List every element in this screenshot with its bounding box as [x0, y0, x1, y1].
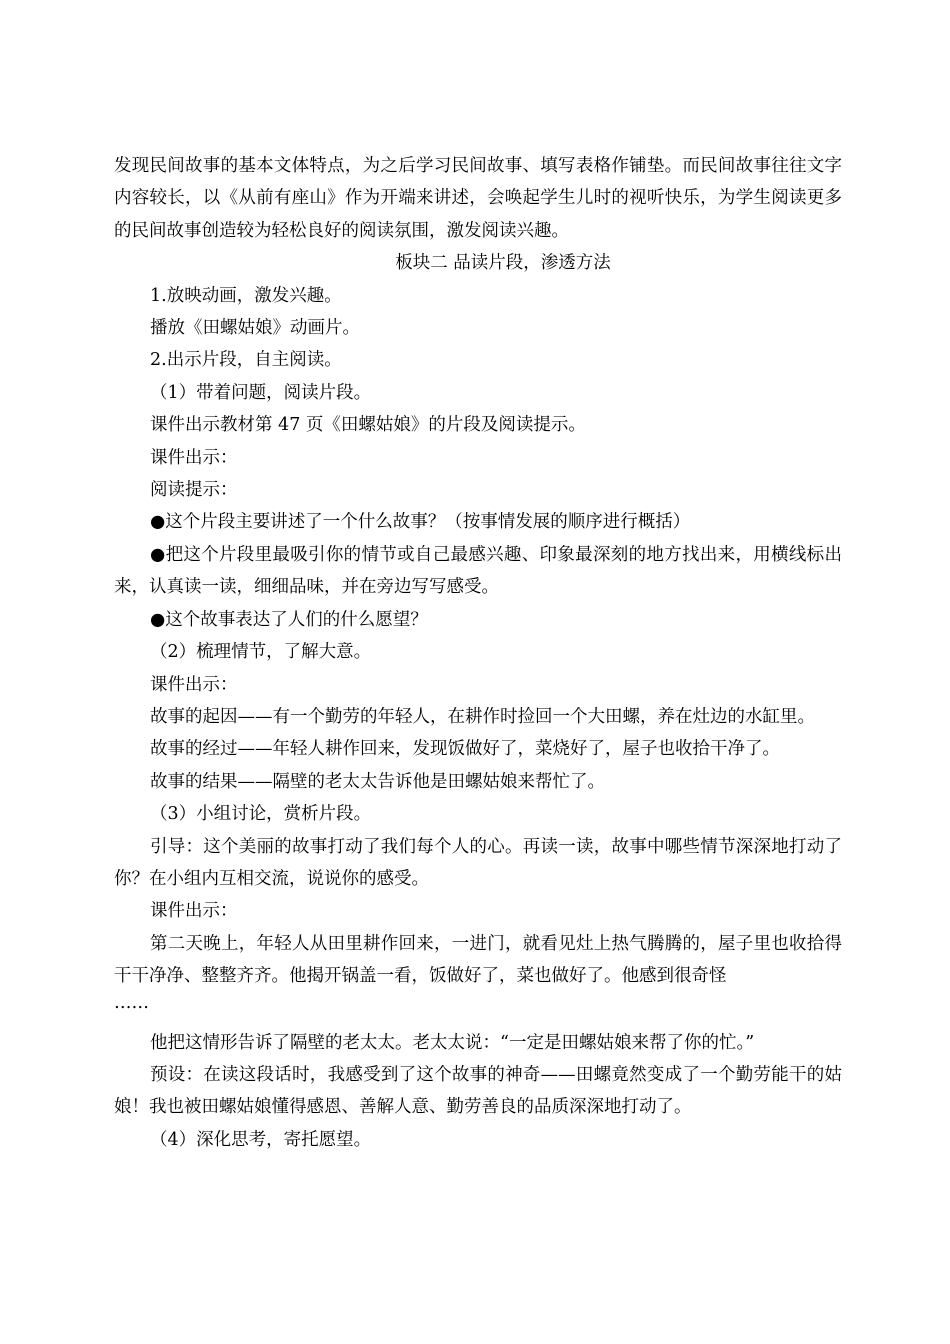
- excerpt-ending: 他把这情形告诉了隔壁的老太太。老太太说：“一定是田螺姑娘来帮了你的忙。”: [150, 1032, 755, 1053]
- excerpt-ellipsis: ……: [114, 992, 149, 1013]
- tip-bullet-1: ●这个片段主要讲述了一个什么故事？（按事情发展的顺序进行概括）: [150, 512, 691, 533]
- courseware-label-3: 课件出示：: [150, 901, 238, 922]
- step-1: 1.放映动画，激发兴趣。: [150, 285, 342, 306]
- guidance-paragraph: 引导：这个美丽的故事打动了我们每个人的心。再读一读，故事中哪些情节深深地打动了你？在小组内互相交流，说说你的感受。: [114, 836, 842, 889]
- substep-1: （1）带着问题，阅读片段。: [150, 382, 372, 403]
- section-heading: 板块二 品读片段，渗透方法: [395, 253, 611, 274]
- reading-tips-label: 阅读提示：: [150, 480, 238, 501]
- courseware-textbook: 课件出示教材第 47 页《田螺姑娘》的片段及阅读提示。: [150, 415, 586, 436]
- intro-paragraph: 发现民间故事的基本文体特点，为之后学习民间故事、填写表格作铺垫。而民间故事往往文字内容较长，以《从前有座山》作为开端来讲述，会唤起学生儿时的视听快乐，为学生阅读更多的民间故事创造较为轻松良好的阅读氛围，激发阅读兴趣。: [114, 156, 842, 241]
- preset-answer: 预设：在读这段话时，我感受到了这个故事的神奇——田螺竟然变成了一个勤劳能干的姑娘！我也被田螺姑娘懂得感恩、善解人意、勤劳善良的品质深深地打动了。: [114, 1064, 842, 1118]
- courseware-label-1: 课件出示：: [150, 447, 238, 468]
- story-cause: 故事的起因——有一个勤劳的年轻人，在耕作时捡回一个大田螺，养在灶边的水缸里。: [150, 706, 815, 727]
- story-process: 故事的经过——年轻人耕作回来，发现饭做好了，菜烧好了，屋子也收拾干净了。: [150, 739, 780, 760]
- step-2: 2.出示片段，自主阅读。: [150, 350, 342, 371]
- substep-3: （3）小组讨论，赏析片段。: [150, 804, 372, 825]
- substep-4: （4）深化思考，寄托愿望。: [150, 1129, 372, 1150]
- play-animation: 播放《田螺姑娘》动画片。: [150, 318, 360, 339]
- courseware-label-2: 课件出示：: [150, 674, 238, 695]
- story-result: 故事的结果——隔壁的老太太告诉他是田螺姑娘来帮忙了。: [150, 771, 605, 792]
- substep-2: （2）梳理情节，了解大意。: [150, 642, 372, 663]
- excerpt-paragraph: 第二天晚上，年轻人从田里耕作回来，一进门，就看见灶上热气腾腾的，屋子里也收拾得干干净净、整整齐齐。他揭开锅盖一看，饭做好了，菜也做好了。他感到很奇怪: [114, 933, 842, 987]
- tip-bullet-3: ●这个故事表达了人们的什么愿望？: [150, 609, 428, 630]
- tip-bullet-2: ●把这个片段里最吸引你的情节或自己最感兴趣、印象最深刻的地方找出来，用横线标出来，认真读一读，细细品味，并在旁边写写感受。: [114, 544, 842, 598]
